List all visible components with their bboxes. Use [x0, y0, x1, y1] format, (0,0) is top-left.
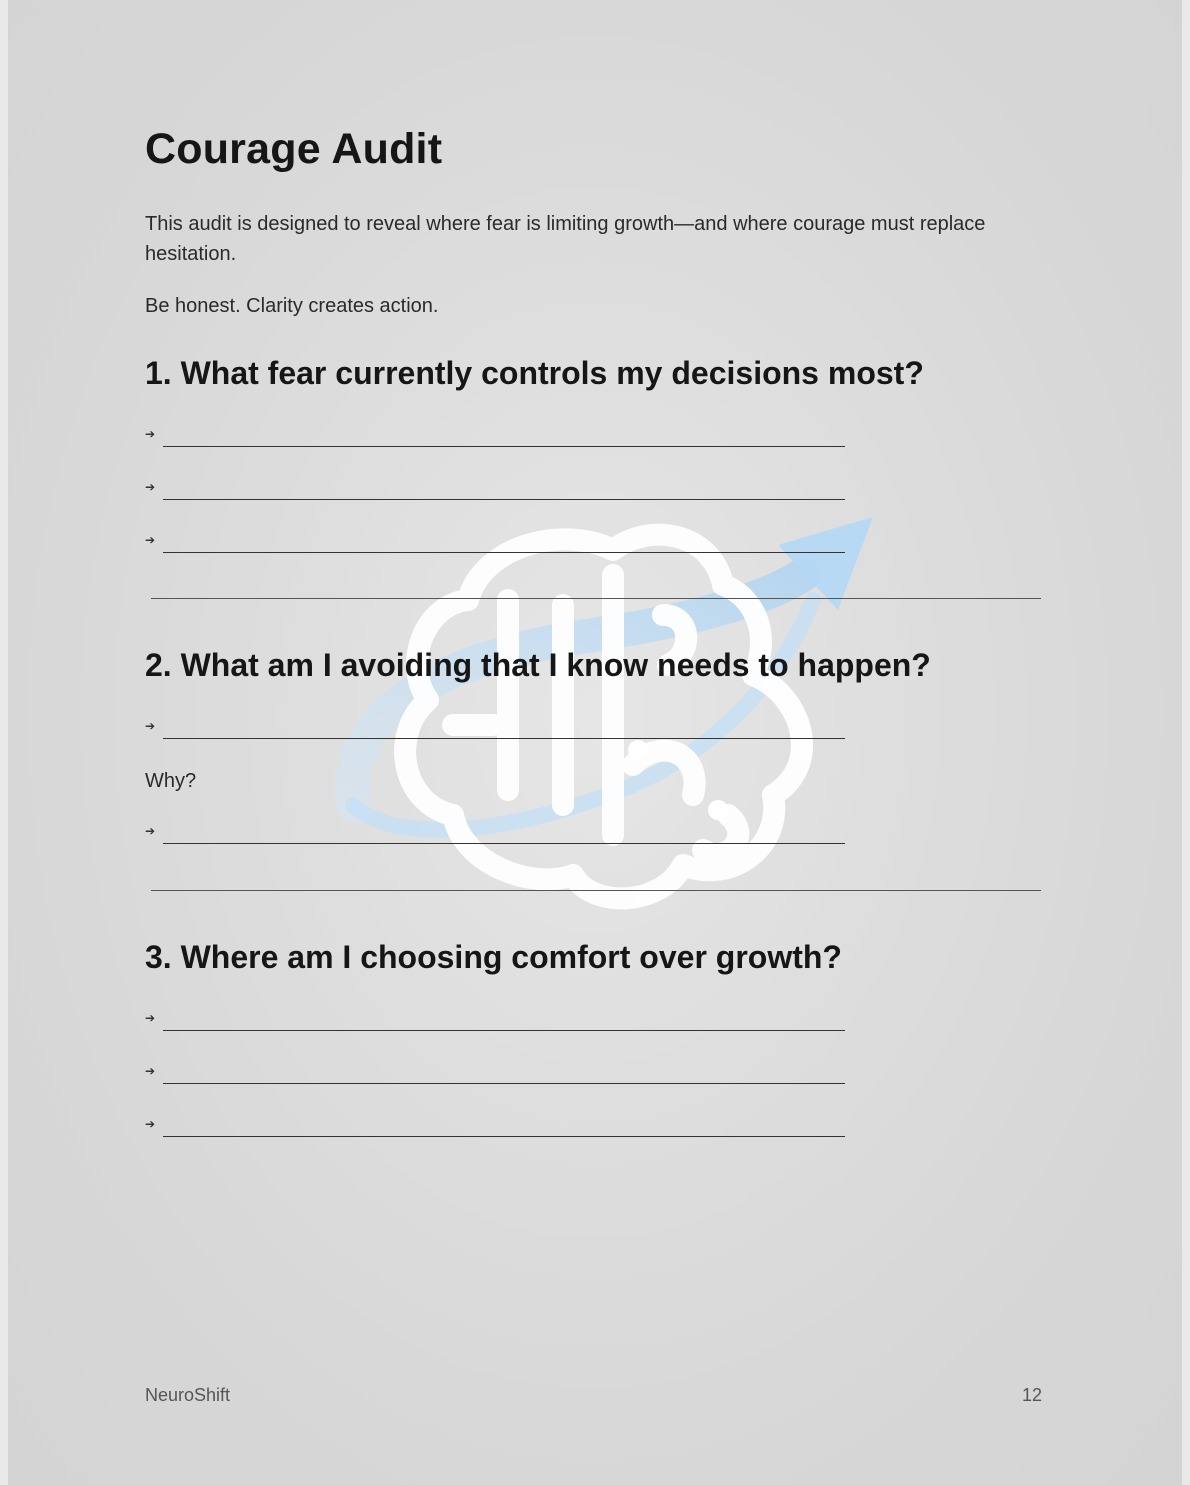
page-number: 12 — [1022, 1385, 1043, 1405]
q2-answer-line-1[interactable] — [145, 719, 845, 739]
intro-text: This audit is designed to reveal where fear is limiting growth—and where courage must replace hesitation. — [145, 213, 986, 265]
q3-answer-line-1[interactable] — [145, 1011, 845, 1031]
q1-answer-line-3[interactable] — [145, 533, 845, 553]
question-1-heading: 1. What fear currently controls my decisions most? — [145, 355, 924, 391]
worksheet — [8, 0, 1182, 1485]
arrow-icon: ➔ — [145, 824, 156, 838]
why-label: Why? — [145, 770, 197, 792]
page-title: Courage Audit — [145, 125, 443, 173]
arrow-icon: ➔ — [145, 1117, 156, 1131]
instruction-text: Be honest. Clarity creates action. — [145, 295, 439, 317]
footer-brand: NeuroShift — [145, 1385, 231, 1405]
page — [8, 0, 1182, 1485]
q1-answer-line-1[interactable] — [145, 427, 845, 447]
arrow-icon: ➔ — [145, 719, 156, 733]
section-divider — [151, 598, 1041, 599]
section-divider — [151, 890, 1041, 891]
q3-answer-line-2[interactable] — [145, 1064, 845, 1084]
arrow-icon: ➔ — [145, 480, 156, 494]
q2-answer-line-2[interactable] — [145, 824, 845, 844]
q1-answer-line-2[interactable] — [145, 480, 845, 500]
question-2-heading: 2. What am I avoiding that I know needs to happen? — [145, 647, 931, 683]
question-3-heading: 3. Where am I choosing comfort over growth? — [145, 939, 842, 975]
arrow-icon: ➔ — [145, 427, 156, 441]
arrow-icon: ➔ — [145, 1064, 156, 1078]
q3-answer-line-3[interactable] — [145, 1117, 845, 1137]
arrow-icon: ➔ — [145, 1011, 156, 1025]
arrow-icon: ➔ — [145, 533, 156, 547]
